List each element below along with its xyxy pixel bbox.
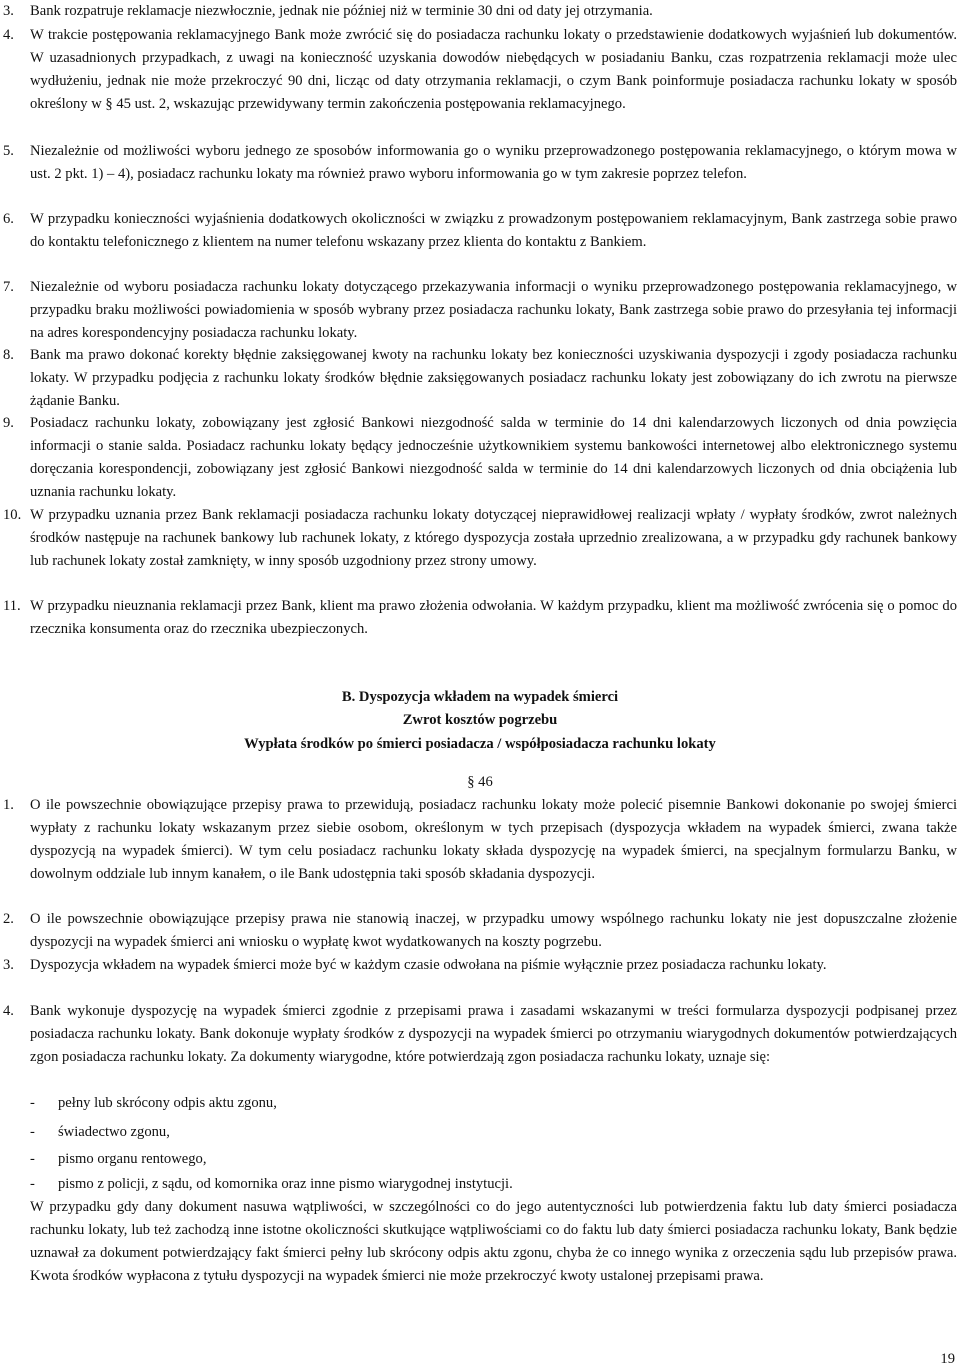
dash-bullet: - xyxy=(30,1095,35,1111)
dash-item-text: świadectwo zgonu, xyxy=(58,1124,170,1140)
list-item-6 xyxy=(0,208,957,277)
section-b-heading-line1: B. Dyspozycja wkładem na wypadek śmierci xyxy=(341,689,619,705)
dash-item-text: pełny lub skrócony odpis aktu zgonu, xyxy=(58,1095,277,1111)
item-number: 7. xyxy=(3,279,14,295)
section-b-heading-line3: Wypłata środków po śmierci posiadacza / współposiadacza rachunku lokaty xyxy=(244,736,716,752)
list-item-b3 xyxy=(0,954,957,1000)
list-item-5 xyxy=(0,140,957,209)
dash-list-item xyxy=(0,1092,900,1115)
item-text: Bank ma prawo dokonać korekty błędnie zaksięgowanej kwoty na rachunku lokaty bez konieczności uzyskiwania dyspozycji i zgody posiadacza rachunku lokaty. W przypadku podjęcia z rachunku lokaty środków błędnie zaksięgowanych posiadacz rachunku lokaty jest zobowiązany do ich zwrotu na pierwsze żądanie Banku. xyxy=(30,347,957,409)
item-text: W przypadku konieczności wyjaśnienia dodatkowych okoliczności w związku z prowadzonym postępowaniem reklamacyjnym, Bank zastrzega sobie prawo do kontaktu telefonicznego z klientem na numer telefonu wskazany przez klienta do kontaktu z Bankiem. xyxy=(30,211,957,250)
item-text: Niezależnie od wyboru posiadacza rachunku lokaty dotyczącego przekazywania informacji o wyniku przeprowadzonego postępowania reklamacyjnego, w przypadku braku możliwości powiadomienia w sposób wybrany przez posiadacza rachunku lokaty, Bank zastrzega sobie prawo do przesyłania tej informacji na adres korespondencyjny posiadacza rachunku lokaty. xyxy=(30,279,957,341)
item-number: 2. xyxy=(3,911,14,927)
item-number: 8. xyxy=(3,347,14,363)
item-number: 4. xyxy=(3,27,14,43)
item-number: 6. xyxy=(3,211,14,227)
item-number: 11. xyxy=(3,598,21,614)
item-text: Posiadacz rachunku lokaty, zobowiązany jest zgłosić Bankowi niezgodność salda w terminie do 14 dni kalendarzowych liczonych od dnia powzięcia informacji o stanie salda. Posiadacz rachunku lokaty będący jednocześnie użytkownikiem systemu bankowości internetowej albo elektronicznego systemu doręczania korespondencji, zobowiązany jest zgłosić Bankowi niezgodność salda w terminie do 14 dni kalendarzowych liczonych od dnia obciążenia lub uznania rachunku lokaty. xyxy=(30,415,957,500)
dash-list-item xyxy=(0,1173,900,1196)
item-number: 5. xyxy=(3,143,14,159)
list-item-10 xyxy=(0,504,957,596)
list-item-11 xyxy=(0,595,957,641)
item-number: 10. xyxy=(3,507,22,523)
item-text: Niezależnie od możliwości wyboru jednego ze sposobów informowania go o wyniku przeprowadzonego postępowania reklamacyjnego, o którym mowa w ust. 2 pkt. 1) – 4), posiadacz rachunku lokaty ma również prawo wyboru informowania go w tym zakresie poprzez telefon. xyxy=(30,143,957,182)
item-text: W trakcie postępowania reklamacyjnego Bank może zwrócić się do posiadacza rachunku lokaty o przedstawienie dodatkowych wyjaśnień lub dokumentów. W uzasadnionych przypadkach, z uwagi na konieczność uzyskania dowodów niebędących w posiadaniu Banku, czas rozpatrzenia reklamacji może ulec wydłużeniu, jednak nie może przekroczyć 90 dni, licząc od daty otrzymania reklamacji, o czym Bank poinformuje posiadacza rachunku lokaty w sposób określony w § 45 ust. 2, wskazując przewidywany termin zakończenia postępowania reklamacyjnego. xyxy=(30,27,957,112)
item-text: W przypadku nieuznania reklamacji przez Bank, klient ma prawo złożenia odwołania. W każdym przypadku, klient ma możliwość zwrócenia się o pomoc do rzecznika konsumenta oraz do rzecznika ubezpieczonych. xyxy=(30,598,957,637)
list-item-b1 xyxy=(0,794,957,909)
dash-bullet: - xyxy=(30,1176,35,1192)
list-item-8 xyxy=(0,344,957,413)
list-item-3 xyxy=(0,0,957,23)
item-text: Dyspozycja wkładem na wypadek śmierci może być w każdym czasie odwołana na piśmie wyłącznie przez posiadacza rachunku lokaty. xyxy=(30,957,827,973)
item-number: 9. xyxy=(3,415,14,431)
list-item-b2 xyxy=(0,908,957,954)
list-item-4 xyxy=(0,24,957,139)
item-number: 3. xyxy=(3,3,14,19)
item-text: O ile powszechnie obowiązujące przepisy prawa to przewidują, posiadacz rachunku lokaty może polecić pisemnie Bankowi dokonanie po swojej śmierci wypłaty z rachunku lokaty wskazanym przez siebie osobom, określonym w tych przepisach (dyspozycja wkładem na wypadek śmierci, zwana także dyspozycją na wypadek śmierci). W tym celu posiadacz rachunku lokaty składa dyspozycję na wypadek śmierci, na specjalnym formularzu Banku, w dowolnym oddziale lub innym kanałem, o ile Bank udostępnia taki sposób składania dyspozycji. xyxy=(30,797,957,882)
item-number: 4. xyxy=(3,1003,14,1019)
page-number: 19 xyxy=(940,1351,955,1367)
list-item-9 xyxy=(0,412,957,504)
item-text: W przypadku uznania przez Bank reklamacji posiadacza rachunku lokaty dotyczącej nieprawidłowej realizacji wpłaty / wypłaty środków, zwrot należnych środków następuje na rachunek bankowy lub rachunek lokaty, z którego dyspozycja została uprzednio zrealizowana, a w przypadku gdy rachunek bankowy lub rachunek lokaty został zamknięty, w inny sposób uzgodniony przez strony umowy. xyxy=(30,507,957,569)
item-text: Bank wykonuje dyspozycję na wypadek śmierci zgodnie z przepisami prawa i zasadami wskazanymi w treści formularza dyspozycji podpisanej przez posiadacza rachunku lokaty. Bank dokonuje wypłaty środków z dyspozycji na wypadek śmierci po otrzymaniu wiarygodnych dokumentów potwierdzających zgon posiadacza rachunku lokaty. Za dokumenty wiarygodne, które potwierdzają zgon posiadacza rachunku lokaty, uznaje się: xyxy=(30,1003,957,1065)
list-item-7 xyxy=(0,276,957,345)
dash-bullet: - xyxy=(30,1124,35,1140)
item-number: 3. xyxy=(3,957,14,973)
closing-paragraph: W przypadku gdy dany dokument nasuwa wątpliwości, w szczególności co do jego autentyczności lub potwierdzenia faktu lub daty śmierci posiadacza rachunku lokaty, lub też zachodzą inne istotne okoliczności skutkujące wątpliwościami co do faktu lub daty śmierci posiadacza rachunku lokaty, Bank będzie uznawał za dokument potwierdzający fakt śmierci pełny lub skrócony odpis aktu zgonu, chyba że co innego wynika z orzeczenia sądu lub przepisów prawa. Kwota środków wypłacona z tytułu dyspozycji na wypadek śmierci nie może przekroczyć kwoty ustalonej przepisami prawa. xyxy=(30,1199,957,1284)
item-text: O ile powszechnie obowiązujące przepisy prawa nie stanowią inaczej, w przypadku umowy wspólnego rachunku lokaty nie jest dopuszczalne złożenie dyspozycji na wypadek śmierci ani wniosku o wypłatę kwot wydatkowanych na koszty pogrzebu. xyxy=(30,911,957,950)
item-number: 1. xyxy=(3,797,14,813)
dash-item-text: pismo z policji, z sądu, od komornika oraz inne pismo wiarygodnej instytucji. xyxy=(58,1176,513,1192)
dash-list-item xyxy=(0,1121,900,1144)
paragraph-sign: § 46 xyxy=(467,774,493,790)
dash-bullet: - xyxy=(30,1151,35,1167)
dash-list-item xyxy=(0,1148,900,1171)
dash-item-text: pismo organu rentowego, xyxy=(58,1151,207,1167)
item-text: Bank rozpatruje reklamacje niezwłocznie, jednak nie później niż w terminie 30 dni od daty jej otrzymania. xyxy=(30,3,653,19)
list-item-b4 xyxy=(0,1000,957,1092)
section-b-heading-line2: Zwrot kosztów pogrzebu xyxy=(402,712,558,728)
